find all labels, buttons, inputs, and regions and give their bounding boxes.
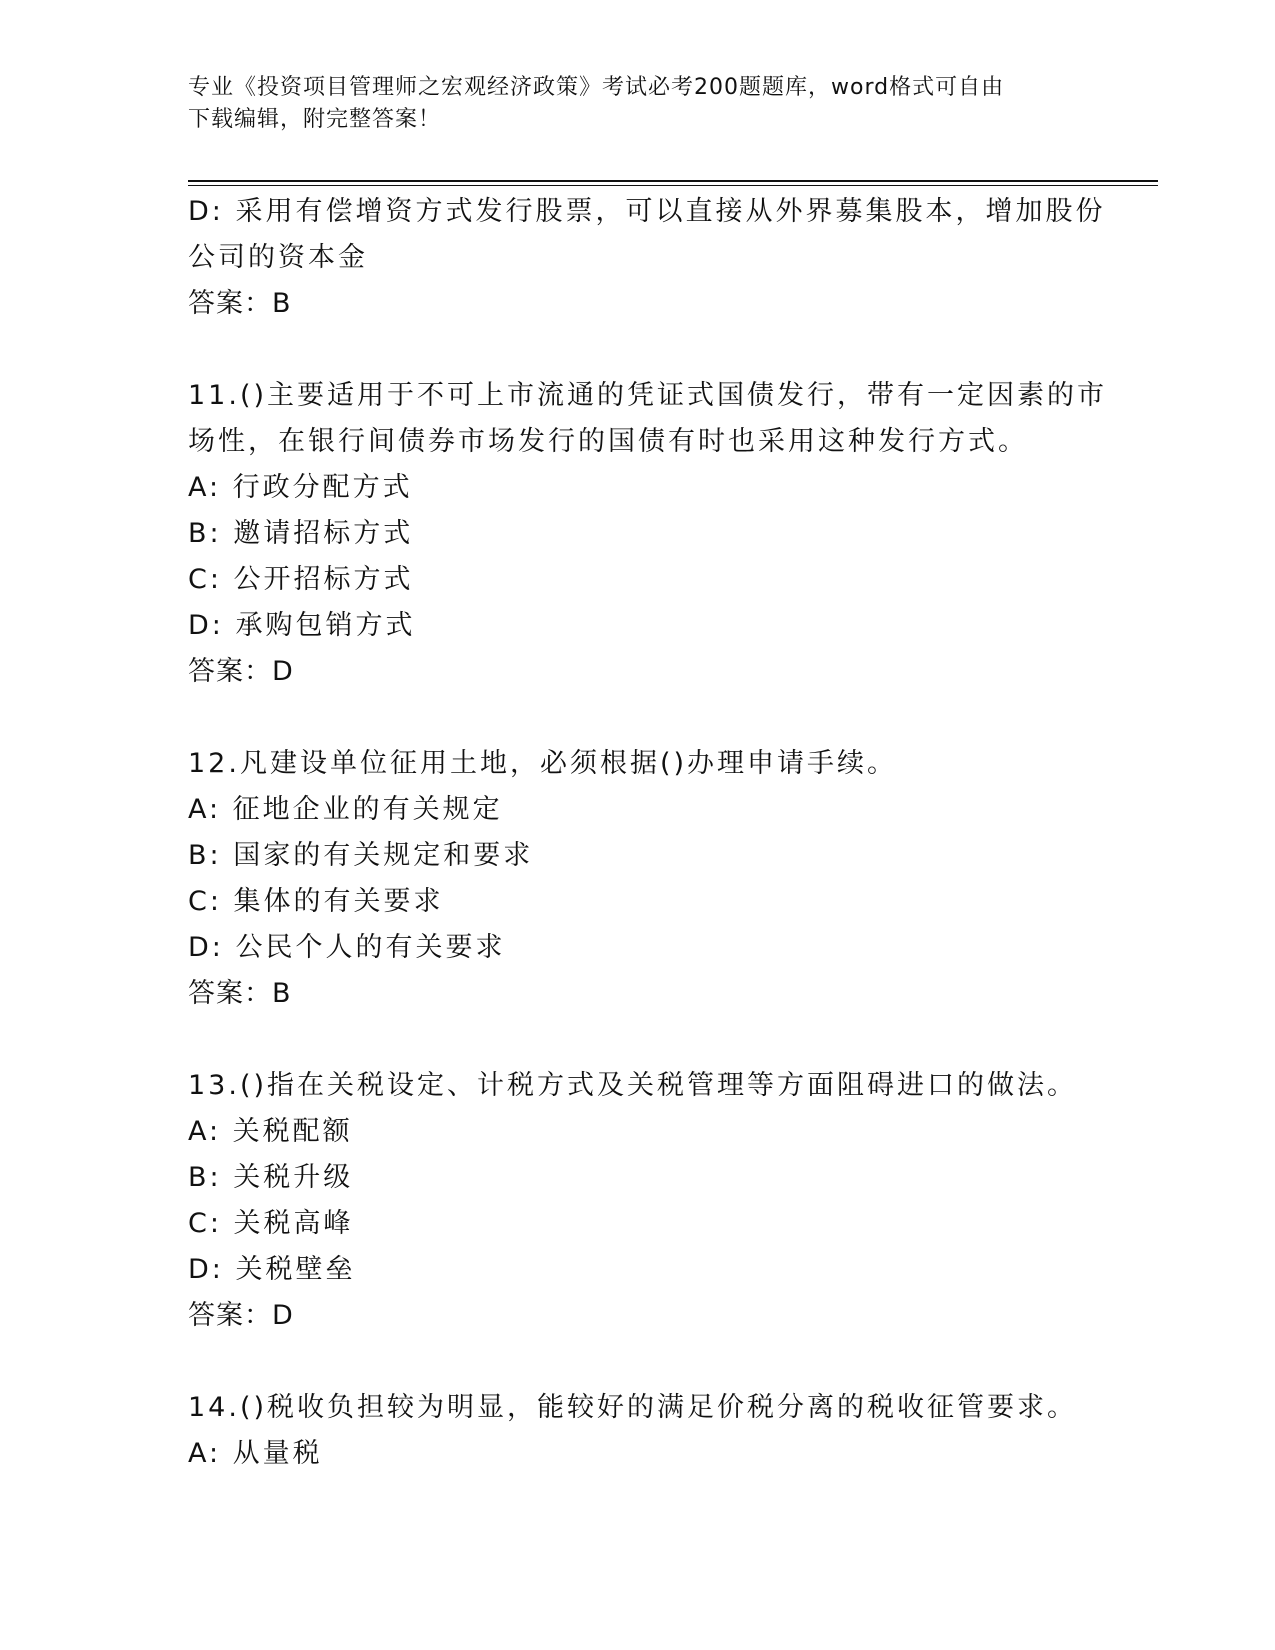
question-item <box>188 373 1108 695</box>
header-line: 下载编辑，附完整答案！ <box>188 107 442 132</box>
spacer <box>188 327 1088 373</box>
option-text: B: 邀请招标方式 <box>188 518 414 549</box>
spacer <box>188 695 1088 741</box>
option-text: A: 关税配额 <box>188 1116 353 1147</box>
option-text: C: 公开招标方式 <box>188 564 414 595</box>
option-text: A: 从量税 <box>188 1438 323 1469</box>
question-text: 12.凡建设单位征用土地，必须根据()办理申请手续。 <box>188 748 898 779</box>
question-text: 11.()主要适用于不可上市流通的凭证式国债发行，带有一定因素的市 <box>188 380 1108 411</box>
option-text: D: 承购包销方式 <box>188 610 416 641</box>
question-text: 13.()指在关税设定、计税方式及关税管理等方面阻碍进口的做法。 <box>188 1070 1078 1101</box>
option-text: B: 关税升级 <box>188 1162 354 1193</box>
option-text: A: 行政分配方式 <box>188 472 413 503</box>
option-text: D: 公民个人的有关要求 <box>188 932 506 963</box>
option-text: A: 征地企业的有关规定 <box>188 794 503 825</box>
header-line: 专业《投资项目管理师之宏观经济政策》考试必考200题题库，word格式可自由 <box>188 75 1005 100</box>
question-text: 场性，在银行间债券市场发行的国债有时也采用这种发行方式。 <box>188 426 1028 457</box>
document-header <box>188 72 1088 136</box>
option-text: C: 关税高峰 <box>188 1208 354 1239</box>
spacer <box>188 1339 1088 1385</box>
answer-text: 答案：D <box>188 1300 294 1331</box>
option-text: C: 集体的有关要求 <box>188 886 444 917</box>
question-continuation <box>188 189 1106 327</box>
answer-text: 答案：B <box>188 288 292 319</box>
header-divider <box>188 180 1158 182</box>
question-item <box>188 1063 1088 1339</box>
answer-text: 答案：D <box>188 656 294 687</box>
question-item <box>188 741 1088 1017</box>
spacer <box>188 1017 1088 1063</box>
question-item <box>188 1385 1088 1477</box>
answer-text: 答案：B <box>188 978 292 1009</box>
option-text: 公司的资本金 <box>188 242 368 273</box>
question-list <box>188 189 1108 1477</box>
question-text: 14.()税收负担较为明显，能较好的满足价税分离的税收征管要求。 <box>188 1392 1078 1423</box>
header-divider-thin <box>188 185 1158 186</box>
option-text: D: 关税壁垒 <box>188 1254 356 1285</box>
option-text: D: 采用有偿增资方式发行股票，可以直接从外界募集股本，增加股份 <box>188 196 1106 227</box>
option-text: B: 国家的有关规定和要求 <box>188 840 534 871</box>
